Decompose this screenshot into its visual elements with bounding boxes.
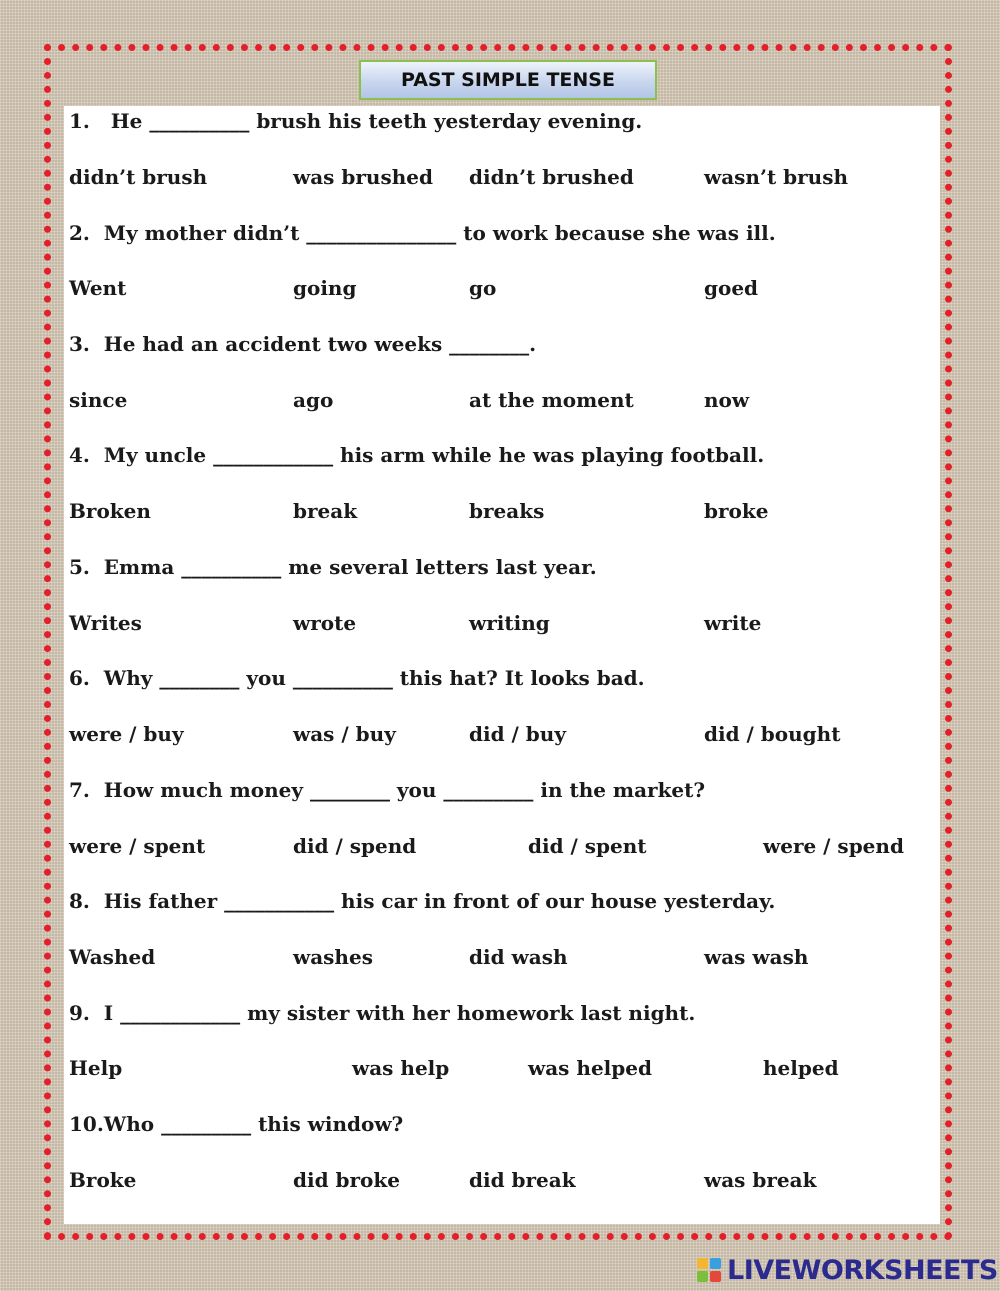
q6-option-d[interactable]: did / bought [704, 722, 841, 746]
question-1: 1. He __________ brush his teeth yesterday evening. [69, 109, 643, 133]
q6-option-c[interactable]: did / buy [469, 722, 566, 746]
q3-option-c[interactable]: at the moment [469, 388, 634, 412]
q4-option-b[interactable]: break [293, 499, 358, 523]
q9-option-d[interactable]: helped [763, 1056, 839, 1080]
q10-option-a[interactable]: Broke [69, 1168, 137, 1192]
q2-option-a[interactable]: Went [69, 276, 127, 300]
question-4: 4. My uncle ____________ his arm while he was playing football. [69, 443, 765, 467]
q9-option-c[interactable]: was helped [528, 1056, 652, 1080]
q1-option-d[interactable]: wasn’t brush [704, 165, 849, 189]
question-5: 5. Emma __________ me several letters last year. [69, 555, 597, 579]
q10-option-c[interactable]: did break [469, 1168, 576, 1192]
q7-option-d[interactable]: were / spend [763, 834, 904, 858]
q2-option-b[interactable]: going [293, 276, 357, 300]
question-2: 2. My mother didn’t _______________ to work because she was ill. [69, 221, 776, 245]
q8-option-c[interactable]: did wash [469, 945, 568, 969]
question-8: 8. His father ___________ his car in front of our house yesterday. [69, 889, 776, 913]
q10-option-d[interactable]: was break [704, 1168, 817, 1192]
logo-blocks-icon [697, 1258, 721, 1282]
q7-option-a[interactable]: were / spent [69, 834, 206, 858]
q9-option-b[interactable]: was help [352, 1056, 450, 1080]
q7-option-b[interactable]: did / spend [293, 834, 417, 858]
q4-option-a[interactable]: Broken [69, 499, 151, 523]
q2-option-d[interactable]: goed [704, 276, 759, 300]
q8-option-d[interactable]: was wash [704, 945, 809, 969]
q3-option-a[interactable]: since [69, 388, 128, 412]
q1-option-a[interactable]: didn’t brush [69, 165, 208, 189]
q1-option-b[interactable]: was brushed [293, 165, 433, 189]
question-7: 7. How much money ________ you _________ in the market? [69, 778, 706, 802]
q9-option-a[interactable]: Help [69, 1056, 123, 1080]
q7-option-c[interactable]: did / spent [528, 834, 647, 858]
worksheet-title: PAST SIMPLE TENSE [359, 60, 657, 100]
liveworksheets-logo [697, 1254, 998, 1286]
q10-option-b[interactable]: did broke [293, 1168, 400, 1192]
question-10: 10.Who _________ this window? [69, 1112, 404, 1136]
q5-option-a[interactable]: Writes [69, 611, 142, 635]
q4-option-c[interactable]: breaks [469, 499, 545, 523]
q2-option-c[interactable]: go [469, 276, 497, 300]
q8-option-a[interactable]: Washed [69, 945, 156, 969]
logo-text: LIVEWORKSHEETS [727, 1254, 998, 1286]
question-3: 3. He had an accident two weeks ________. [69, 332, 537, 356]
q4-option-d[interactable]: broke [704, 499, 769, 523]
q5-option-b[interactable]: wrote [293, 611, 357, 635]
q5-option-c[interactable]: writing [469, 611, 550, 635]
q6-option-a[interactable]: were / buy [69, 722, 184, 746]
q8-option-b[interactable]: washes [293, 945, 373, 969]
question-6: 6. Why ________ you __________ this hat? It looks bad. [69, 666, 645, 690]
question-9: 9. I ____________ my sister with her homework last night. [69, 1001, 696, 1025]
q6-option-b[interactable]: was / buy [293, 722, 396, 746]
q5-option-d[interactable]: write [704, 611, 762, 635]
q1-option-c[interactable]: didn’t brushed [469, 165, 634, 189]
q3-option-b[interactable]: ago [293, 388, 334, 412]
q3-option-d[interactable]: now [704, 388, 750, 412]
